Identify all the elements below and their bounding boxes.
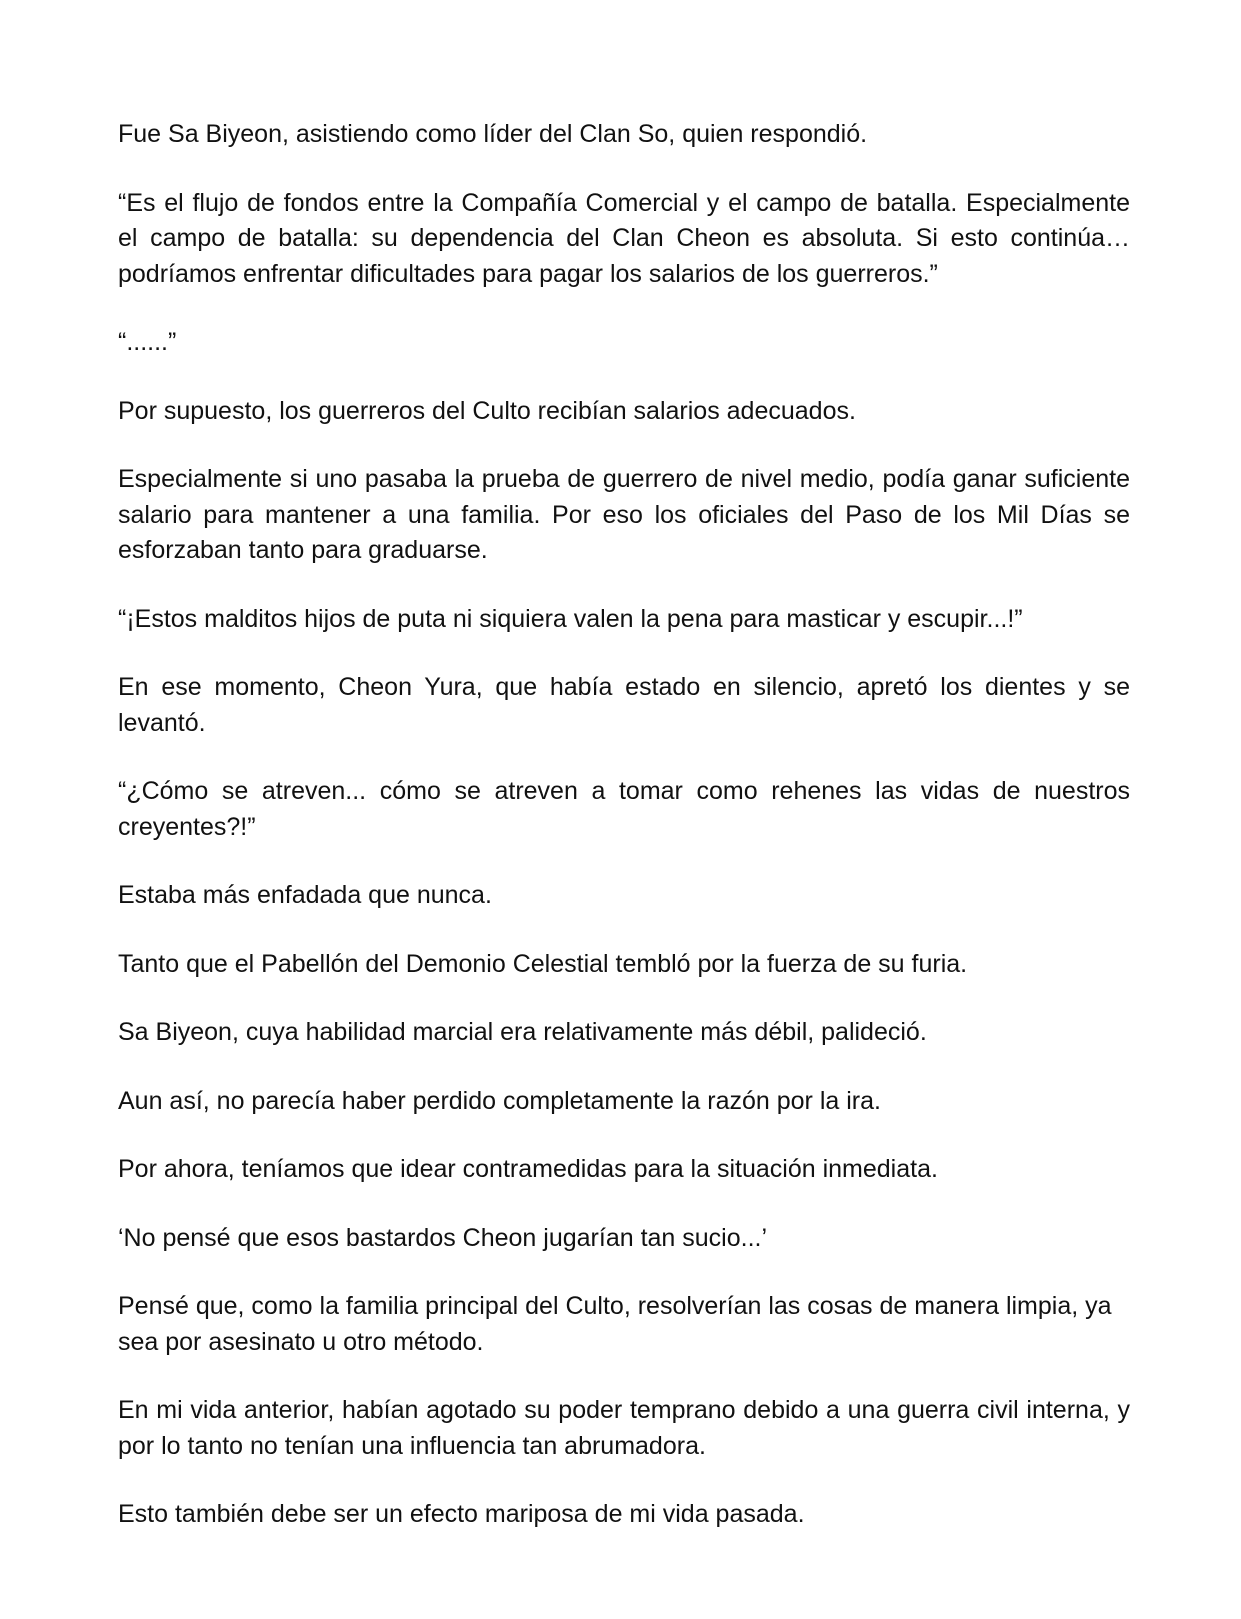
paragraph: Especialmente si uno pasaba la prueba de guerrero de nivel medio, podía ganar suficiente salario para mantener a una familia. Por eso los oficiales del Paso de los Mil Días se esforzaban tanto para graduarse. bbox=[118, 465, 1130, 564]
paragraph: “......” bbox=[118, 328, 177, 356]
paragraph: Por supuesto, los guerreros del Culto recibían salarios adecuados. bbox=[118, 396, 856, 425]
paragraph: Tanto que el Pabellón del Demonio Celestial tembló por la fuerza de su furia. bbox=[118, 949, 968, 978]
paragraph: “¿Cómo se atreven... cómo se atreven a tomar como rehenes las vidas de nuestros creyentes?!” bbox=[118, 777, 1130, 841]
paragraph: “Es el flujo de fondos entre la Compañía Comercial y el campo de batalla. Especialmente el campo de batalla: su dependencia del Clan Cheon es absoluta. Si esto continúa… podríamos enfrentar dificultades para pagar los salarios de los guerreros.” bbox=[118, 188, 1130, 288]
paragraph: Esto también debe ser un efecto mariposa de mi vida pasada. bbox=[118, 1500, 805, 1528]
paragraph: En ese momento, Cheon Yura, que había estado en silencio, apretó los dientes y se levantó. bbox=[118, 673, 1130, 737]
paragraph: Aun así, no parecía haber perdido completamente la razón por la ira. bbox=[118, 1086, 881, 1115]
paragraph: Fue Sa Biyeon, asistiendo como líder del Clan So, quien respondió. bbox=[118, 120, 868, 148]
paragraph: ‘No pensé que esos bastardos Cheon jugarían tan sucio...’ bbox=[118, 1223, 768, 1252]
paragraph: Pensé que, como la familia principal del Culto, resolverían las cosas de manera limpia, ya sea por asesinato u otro método. bbox=[118, 1292, 1112, 1356]
paragraph: En mi vida anterior, habían agotado su poder temprano debido a una guerra civil interna, y por lo tanto no tenían una influencia tan abrumadora. bbox=[118, 1396, 1130, 1460]
paragraph: “¡Estos malditos hijos de puta ni siquiera valen la pena para masticar y escupir...!” bbox=[118, 604, 1023, 633]
paragraph: Estaba más enfadada que nunca. bbox=[118, 881, 492, 909]
document-body bbox=[118, 117, 1130, 1566]
paragraph: Sa Biyeon, cuya habilidad marcial era relativamente más débil, palideció. bbox=[118, 1018, 927, 1046]
paragraph: Por ahora, teníamos que idear contramedidas para la situación inmediata. bbox=[118, 1155, 938, 1183]
